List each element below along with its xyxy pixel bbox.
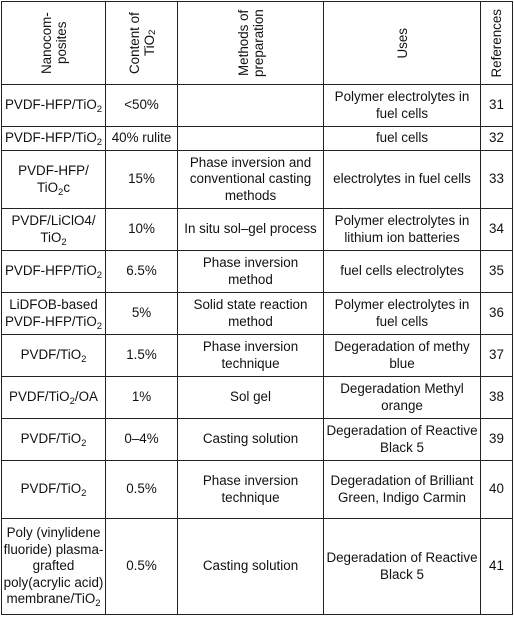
uses-cell: electrolytes in fuel cells xyxy=(324,151,481,209)
content-cell: 1% xyxy=(106,377,178,419)
nanocomposite-cell: PVDF-HFP/TiO$_2$ xyxy=(2,251,106,293)
content-cell: 40% rulite xyxy=(106,127,178,151)
uses-cell: Degeradation of Reactive Black 5 xyxy=(324,419,481,461)
method-cell: Sol gel xyxy=(178,377,324,419)
reference-cell: 32 xyxy=(481,127,513,151)
table-row xyxy=(2,209,513,251)
nanocomposite-cell: LiDFOB-based PVDF-HFP/TiO$_2$ xyxy=(2,293,106,335)
nanocomposite-cell: PVDF/TiO$_2$ xyxy=(2,419,106,461)
header-uses-label: Uses xyxy=(394,27,410,59)
uses-cell: fuel cells xyxy=(324,127,481,151)
nanocomposite-cell: PVDF/TiO$_2$ xyxy=(2,335,106,377)
reference-cell: 40 xyxy=(481,461,513,519)
method-cell: In situ sol–gel process xyxy=(178,209,324,251)
content-cell: 6.5% xyxy=(106,251,178,293)
table-row xyxy=(2,335,513,377)
header-references-label: References xyxy=(489,8,504,78)
method-cell: Phase inversion technique xyxy=(178,335,324,377)
header-content xyxy=(106,2,178,85)
content-cell: 0.5% xyxy=(106,519,178,615)
table-row xyxy=(2,85,513,127)
nanocomposite-cell: PVDF/TiO$_2$/OA xyxy=(2,377,106,419)
content-cell: 0–4% xyxy=(106,419,178,461)
uses-cell: Polymer electrolytes in fuel cells xyxy=(324,293,481,335)
content-cell: 1.5% xyxy=(106,335,178,377)
method-cell: Phase inversion technique xyxy=(178,461,324,519)
content-cell: <50% xyxy=(106,85,178,127)
table-row xyxy=(2,251,513,293)
nanocomposites-table xyxy=(1,1,513,615)
table-row xyxy=(2,519,513,615)
method-cell: Casting solution xyxy=(178,519,324,615)
nanocomposite-cell: PVDF-HFP/TiO$_2$ xyxy=(2,127,106,151)
nanocomposite-cell: Poly (vinylidene fluoride) plasma- grafted poly(acrylic acid) membrane/TiO$_2$ xyxy=(2,519,106,615)
method-cell xyxy=(178,127,324,151)
header-uses xyxy=(324,2,481,85)
header-nanocomposites xyxy=(2,2,106,85)
content-cell: 10% xyxy=(106,209,178,251)
table-row xyxy=(2,419,513,461)
uses-cell: Degeradation of methy blue xyxy=(324,335,481,377)
header-row xyxy=(2,2,513,85)
table-row xyxy=(2,293,513,335)
header-references xyxy=(481,2,513,85)
reference-cell: 36 xyxy=(481,293,513,335)
uses-cell: fuel cells electrolytes xyxy=(324,251,481,293)
uses-cell: Polymer electrolytes in lithium ion batteries xyxy=(324,209,481,251)
reference-cell: 35 xyxy=(481,251,513,293)
table-row xyxy=(2,151,513,209)
content-cell: 0.5% xyxy=(106,461,178,519)
uses-cell: Degeradation Methyl orange xyxy=(324,377,481,419)
nanocomposite-cell: PVDF/LiClO4/ TiO$_2$ xyxy=(2,209,106,251)
header-methods xyxy=(178,2,324,85)
content-cell: 5% xyxy=(106,293,178,335)
uses-cell: Degeradation of Reactive Black 5 xyxy=(324,519,481,615)
method-cell: Solid state reaction method xyxy=(178,293,324,335)
header-methods-label: Methods of preparation xyxy=(235,9,266,77)
reference-cell: 34 xyxy=(481,209,513,251)
reference-cell: 37 xyxy=(481,335,513,377)
reference-cell: 38 xyxy=(481,377,513,419)
content-cell: 15% xyxy=(106,151,178,209)
uses-cell: Degeradation of Brilliant Green, Indigo Carmin xyxy=(324,461,481,519)
table-row xyxy=(2,377,513,419)
nanocomposite-cell: PVDF/TiO$_2$ xyxy=(2,461,106,519)
method-cell: Phase inversion and conventional casting methods xyxy=(178,151,324,209)
nanocomposite-cell: PVDF-HFP/ TiO$_2$c xyxy=(2,151,106,209)
reference-cell: 31 xyxy=(481,85,513,127)
uses-cell: Polymer electrolytes in fuel cells xyxy=(324,85,481,127)
method-cell: Phase inversion method xyxy=(178,251,324,293)
method-cell: Casting solution xyxy=(178,419,324,461)
reference-cell: 41 xyxy=(481,519,513,615)
reference-cell: 33 xyxy=(481,151,513,209)
header-nanocomposites-label: Nanocom-posites xyxy=(38,12,69,74)
nanocomposite-cell: PVDF-HFP/TiO$_2$ xyxy=(2,85,106,127)
table-row xyxy=(2,127,513,151)
table-row xyxy=(2,461,513,519)
reference-cell: 39 xyxy=(481,419,513,461)
header-content-label: Content of TiO$_2$ xyxy=(126,12,158,74)
method-cell xyxy=(178,85,324,127)
